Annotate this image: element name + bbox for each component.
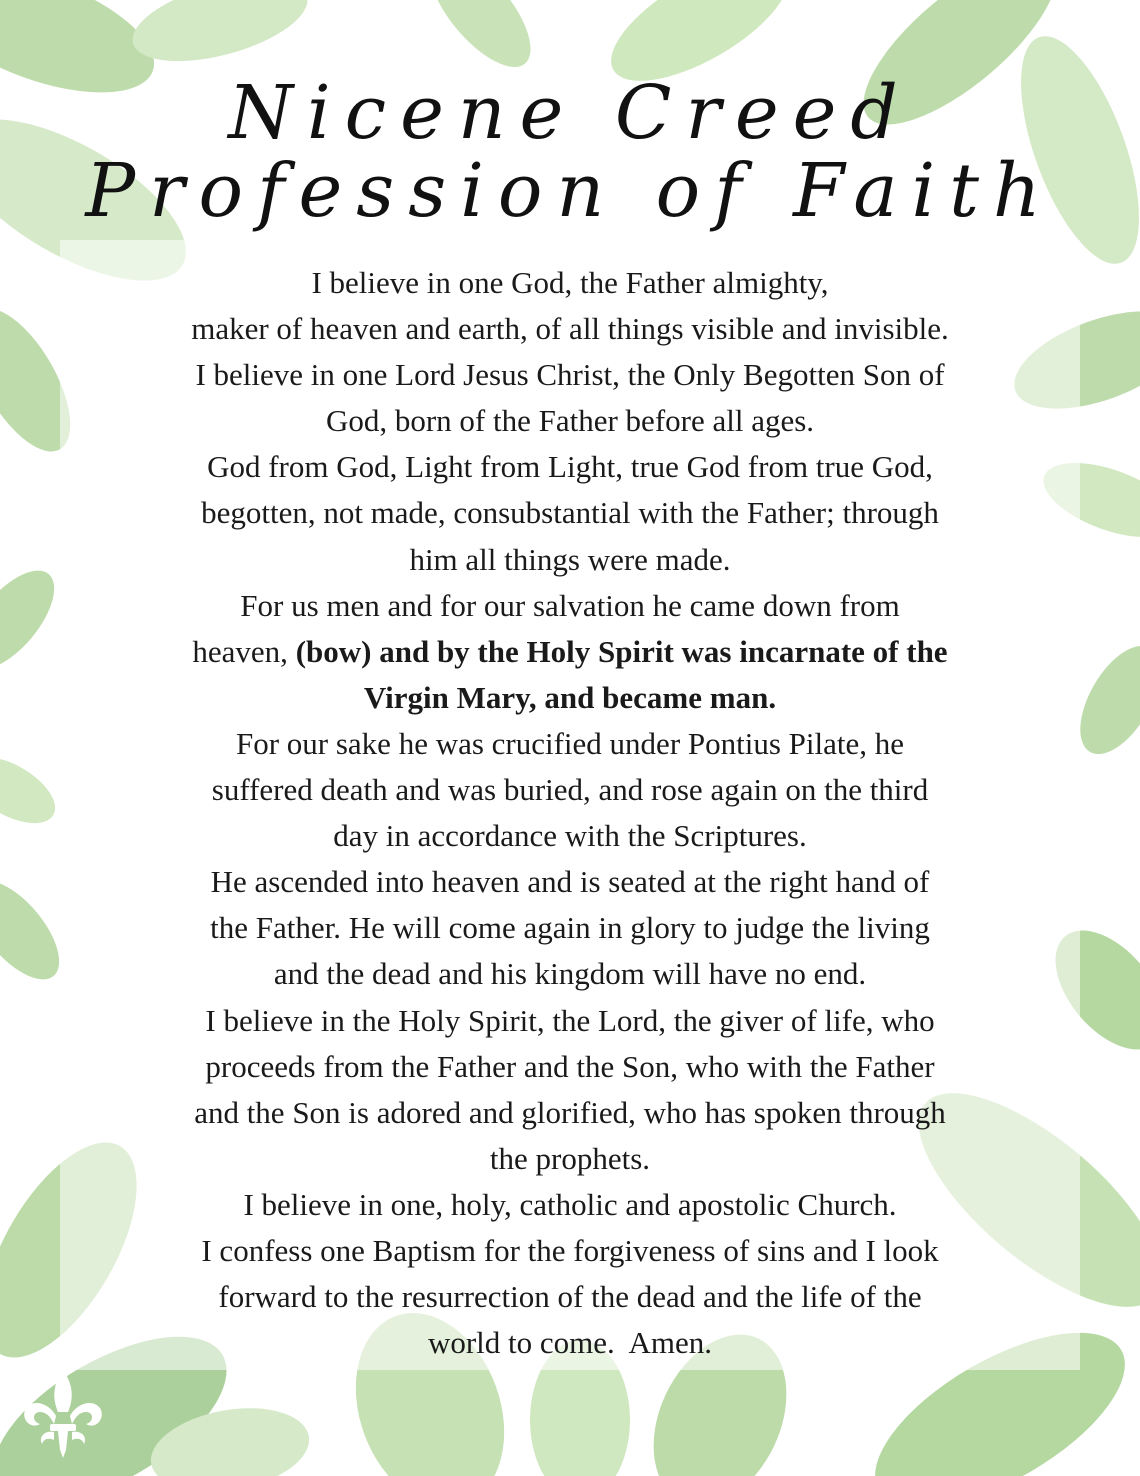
creed-line: proceeds from the Father and the Son, who with the Father	[205, 1048, 935, 1084]
creed-line: I believe in one, holy, catholic and apostolic Church.	[243, 1186, 897, 1222]
creed-line-bold: (bow) and by the Holy Spirit was incarnate of the	[295, 633, 948, 669]
creed-line	[60, 629, 1080, 675]
creed-line: I believe in one Lord Jesus Christ, the Only Begotten Son of	[195, 357, 945, 393]
creed-line: him all things were made.	[409, 541, 731, 577]
creed-line: I confess one Baptism for the forgiveness of sins and I look	[201, 1232, 939, 1268]
creed-line: maker of heaven and earth, of all things visible and invisible.	[191, 311, 949, 347]
creed-line: suffered death and was buried, and rose again on the third	[211, 772, 929, 808]
creed-line: the prophets.	[489, 1140, 651, 1176]
creed-line: I believe in one God, the Father almighty,	[311, 265, 829, 300]
fleur-de-lis-icon	[20, 1368, 106, 1460]
creed-text	[60, 260, 1080, 1366]
title-line-1: Nicene Creed	[228, 70, 912, 156]
creed-line: For us men and for our salvation he came down from	[240, 587, 900, 623]
creed-line: and the Son is adored and glorified, who has spoken through	[194, 1094, 946, 1130]
creed-line: He ascended into heaven and is seated at the right hand of	[210, 864, 930, 900]
creed-line: world to come. Amen.	[427, 1325, 713, 1361]
creed-line-bold	[60, 675, 1080, 721]
creed-line: God from God, Light from Light, true God from true God,	[207, 449, 933, 485]
creed-line-bold-text: Virgin Mary, and became man.	[363, 679, 777, 715]
creed-line: the Father. He will come again in glory to judge the living	[210, 910, 930, 946]
creed-line-regular: heaven,	[192, 633, 296, 669]
creed-line: day in accordance with the Scriptures.	[333, 818, 807, 854]
title-line-2: Profession of Faith	[85, 148, 1055, 234]
creed-line: forward to the resurrection of the dead and the life of the	[218, 1279, 922, 1315]
creed-line: begotten, not made, consubstantial with the Father; through	[201, 495, 939, 531]
creed-line: I believe in the Holy Spirit, the Lord, the giver of life, who	[205, 1002, 935, 1038]
creed-line: and the dead and his kingdom will have no end.	[273, 956, 867, 992]
creed-line: God, born of the Father before all ages.	[325, 403, 815, 439]
creed-line: For our sake he was crucified under Pontius Pilate, he	[235, 725, 905, 761]
